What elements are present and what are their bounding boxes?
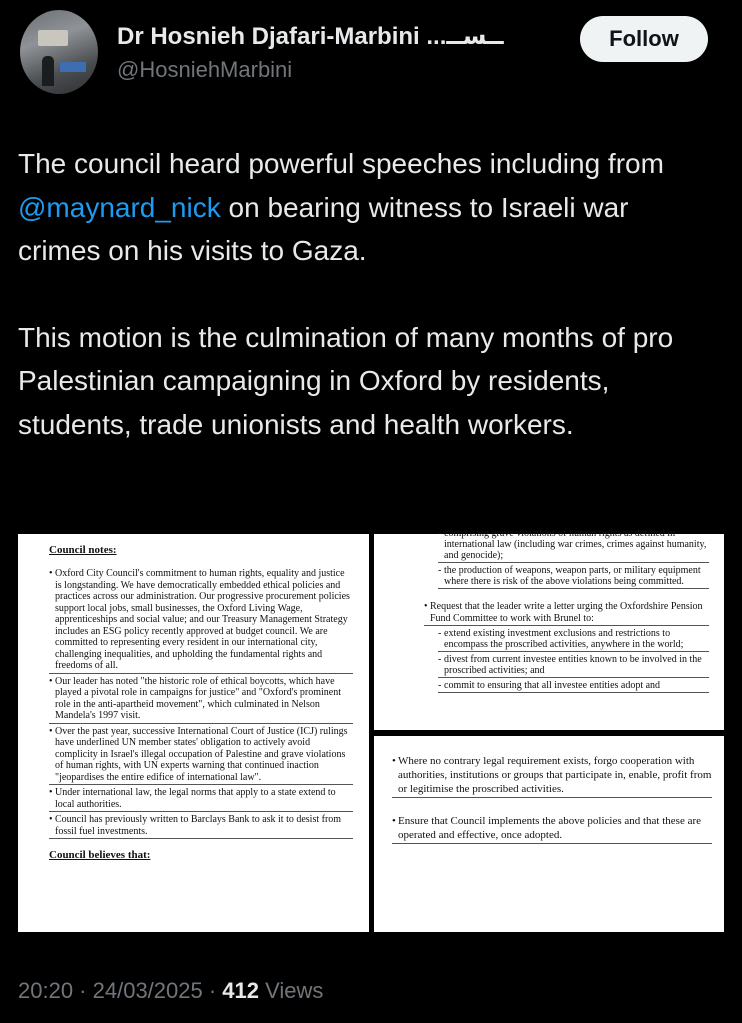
document-page-requests[interactable] <box>374 528 724 730</box>
document-resolution-item: • Ensure that Council implements the above policies and that these are operated and effective, once adopted. <box>392 814 712 844</box>
document-page-resolutions[interactable] <box>374 736 724 932</box>
council-note-item: • Council has previously written to Barclays Bank to ask it to desist from fossil fuel investments. <box>49 814 353 839</box>
follow-button[interactable]: Follow <box>580 16 708 62</box>
tweet-meta <box>18 978 323 1004</box>
tweet-paragraph-1 <box>18 142 718 273</box>
council-notes-heading: Council notes: <box>49 544 117 556</box>
council-note-item: • Oxford City Council's commitment to human rights, equality and justice is longstanding. We have democratically embedded ethical policies and practices across our administration. Our progressive procurement policies support local jobs, small businesses, the Oxford Living Wage, apprenticeships and social value; and our Treasury Management Strategy includes an ESG policy recently approved at budget council. We are committed to representing every resident in our international city, challenging inequalities, and upholding the fundamental rights and freedoms of all. <box>49 568 353 674</box>
document-request-item: • Request that the leader write a letter urging the Oxfordshire Pension Fund Committee to work with Brunel to: <box>424 601 709 626</box>
avatar-sign-shape <box>38 30 68 46</box>
document-sub-item: - divest from current investee entities known to be involved in the proscribed activities; and <box>438 654 709 678</box>
avatar-figure-shape <box>42 56 54 86</box>
tweet-date[interactable]: 24/03/2025 <box>92 978 203 1003</box>
document-page-council-notes[interactable] <box>18 534 369 932</box>
tweet-time[interactable]: 20:20 <box>18 978 74 1003</box>
council-note-item: • Over the past year, successive International Court of Justice (ICJ) rulings have underlined UN member states' obligation to actively avoid complicity in Israel's illegal occupation of Palestine and grave violations of human rights, with UN experts warning that continued inaction "jeopardises the entire edifice of international law". <box>49 726 353 786</box>
document-sub-item: - the production of weapons, weapon parts, or military equipment where there is risk of the above violations being committed. <box>438 565 709 589</box>
separator-dot: · <box>202 978 223 1003</box>
mention-link[interactable]: @maynard_nick <box>18 191 221 223</box>
council-note-item: • Our leader has noted "the historic role of ethical boycotts, which have played a pivotal role in campaigns for justice" and "Oxford's prominent role in the anti-apartheid movement", which culminated in Nelson Mandela's 1997 visit. <box>49 676 353 724</box>
separator-dot: · <box>73 978 93 1003</box>
tweet-media[interactable] <box>18 528 724 932</box>
tweet-text-before-mention: The council heard powerful speeches including from <box>18 148 664 179</box>
document-continued-text: - comprising grave violations of human rights as defined in international law (including war crimes, crimes against humanity, and genocide); <box>438 528 709 563</box>
avatar[interactable] <box>20 10 98 94</box>
author-handle[interactable]: @HosniehMarbini <box>117 57 293 82</box>
council-note-item: • Under international law, the legal norms that apply to a state extend to local authorities. <box>49 787 353 812</box>
document-resolution-item: • Where no contrary legal requirement exists, forgo cooperation with authorities, institutions or groups that participate in, enable, profit from or legitimise the proscribed activities. <box>392 754 712 798</box>
document-sub-item: - extend existing investment exclusions and restrictions to encompass the proscribed activities, anywhere in the world; <box>438 628 709 652</box>
tweet-paragraph-2: This motion is the culmination of many months of pro Palestinian campaigning in Oxford by residents, students, trade unionists and health workers. <box>18 321 674 440</box>
document-sub-item: - commit to ensuring that all investee entities adopt and <box>438 680 709 693</box>
tweet-text-after-mention: on bearing witness to Israeli war crimes on his visits to Gaza. <box>18 191 629 266</box>
tweet-text <box>18 142 718 489</box>
council-believes-heading: Council believes that: <box>49 849 151 861</box>
views-count: 412 <box>222 978 260 1003</box>
views-label: Views <box>259 978 324 1003</box>
avatar-blue-sign-shape <box>60 62 86 72</box>
author-name[interactable]: Dr Hosnieh Djafari-Marbini ...ــســ <box>117 23 504 50</box>
